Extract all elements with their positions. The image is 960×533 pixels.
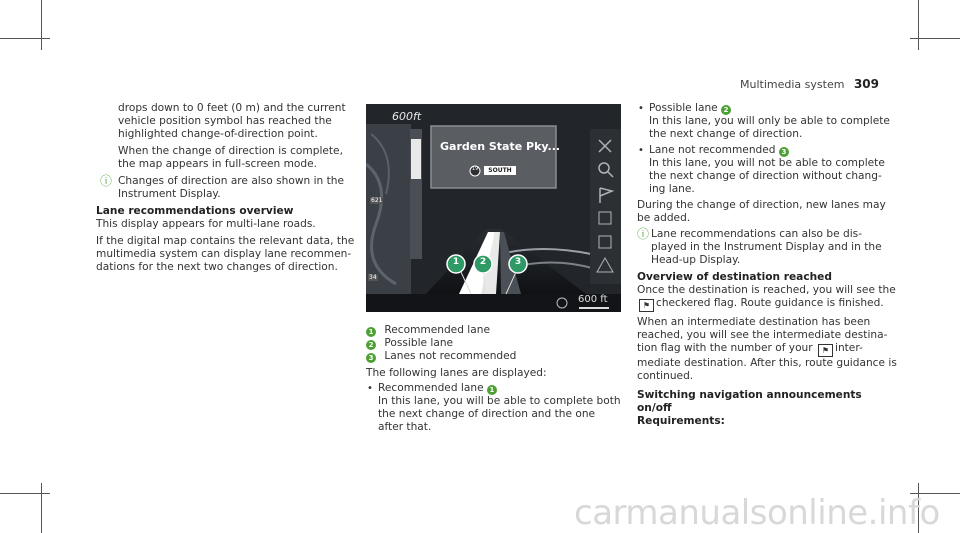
distance-top: 600ft	[392, 110, 422, 123]
bullet-title: • Possible lane 2	[649, 102, 899, 115]
legend-number: 2	[366, 340, 376, 350]
road-name: Garden State Pky...	[440, 140, 561, 153]
section-title: Multimedia system	[740, 78, 845, 91]
text-line: ing lane.	[649, 183, 695, 195]
text-line: the next change of direction and the one	[378, 408, 596, 420]
info-note	[96, 175, 358, 201]
text-line: tion flag with the number of your ⚑ inter-	[637, 342, 863, 355]
text-line: mediate destination. After this, route guidance is	[637, 357, 897, 369]
legend-item	[366, 324, 628, 337]
legend-number: 3	[366, 353, 376, 363]
intermediate-flag-icon: ⚑	[818, 344, 833, 357]
text-line: When an intermediate destination has been	[637, 316, 871, 328]
lane-number: 2	[721, 105, 731, 115]
paragraph	[96, 145, 358, 171]
bullet-item	[649, 102, 899, 141]
bullet-item	[649, 144, 899, 196]
info-icon: ⓘ	[637, 227, 650, 241]
text-line: vehicle position symbol has reached the	[118, 115, 332, 127]
bullet-title: • Lane not recommended 3	[649, 144, 899, 157]
checkered-flag-icon: ⚑	[639, 299, 654, 312]
page-number: 309	[853, 77, 879, 91]
text-line: highlighted change-of-direction point.	[118, 128, 318, 140]
text-line: continued.	[637, 370, 694, 382]
info-icon: ⓘ	[100, 174, 113, 188]
lane-number: 3	[779, 147, 789, 157]
side-menu	[590, 129, 621, 284]
legend-label: Lanes not recommended	[384, 350, 517, 362]
text-line: If the digital map contains the relevant data, the	[96, 235, 355, 247]
lane-recommendation-display	[366, 104, 621, 312]
text-line: multimedia system can display lane recommen-	[96, 248, 352, 260]
distance-progress	[411, 139, 421, 179]
watermark: carmanualsonline.info	[574, 493, 940, 533]
road-name-panel	[431, 126, 556, 188]
text-line: reached, you will see the intermediate destina-	[637, 329, 888, 341]
paragraph	[96, 102, 358, 141]
map-label: 621	[371, 197, 383, 204]
marker-label: 2	[479, 257, 487, 267]
paragraph	[637, 199, 899, 225]
text-line: be added.	[637, 212, 691, 224]
navigation-graphic	[366, 104, 621, 312]
text-line: ⚑ checkered flag. Route guidance is finished.	[637, 297, 899, 312]
text-line: Head-up Display.	[651, 254, 741, 266]
text-line: Lane recommendations can also be dis-	[651, 228, 863, 240]
section-heading: Switching navigation announcements on/off	[637, 389, 862, 414]
text-line: the map appears in full-screen mode.	[118, 158, 318, 170]
text-line: the next change of direction.	[649, 128, 803, 140]
text-line: the next change of direction without chang-	[649, 170, 882, 182]
right-column	[637, 102, 899, 428]
text-line: Once the destination is reached, you will see the	[637, 284, 896, 296]
text-line: dations for the next two changes of direction.	[96, 261, 338, 273]
middle-column	[366, 324, 628, 434]
bullet-title: • Recommended lane 1	[378, 382, 628, 395]
text-line: When the change of direction is complete,	[118, 145, 343, 157]
section-heading: Requirements:	[637, 415, 725, 427]
lane-number: 1	[487, 385, 497, 395]
text-line: In this lane, you will not be able to complete	[649, 157, 885, 169]
legend-item	[366, 350, 628, 363]
legend-label: Possible lane	[384, 337, 454, 349]
legend-item	[366, 337, 628, 350]
marker-label: 1	[452, 257, 460, 267]
text-line: Instrument Display.	[118, 188, 221, 200]
legend-label: Recommended lane	[384, 324, 490, 336]
map-label: 34	[369, 274, 377, 281]
text-line: after that.	[378, 421, 432, 433]
text-line: In this lane, you will be able to complete both	[378, 395, 621, 407]
route-direction: SOUTH	[488, 167, 512, 174]
bullet-item	[378, 382, 628, 434]
paragraph	[637, 316, 899, 383]
route-number: 19	[471, 166, 479, 172]
paragraph	[96, 235, 358, 274]
text-line: played in the Instrument Display and in the	[651, 241, 882, 253]
section-heading: Overview of destination reached	[637, 271, 832, 283]
marker-label: 3	[514, 257, 522, 267]
info-note	[637, 228, 899, 267]
paragraph: This display appears for multi-lane roads.	[96, 218, 316, 230]
section-heading: Lane recommendations overview	[96, 205, 294, 217]
distance-indicator	[579, 307, 609, 309]
text-line: In this lane, you will only be able to complete	[649, 115, 890, 127]
text-line: Changes of direction are also shown in the	[118, 175, 344, 187]
paragraph: The following lanes are displayed:	[366, 367, 547, 379]
left-column	[96, 102, 358, 274]
text-line: During the change of direction, new lanes may	[637, 199, 886, 211]
running-header	[740, 77, 879, 91]
legend-number: 1	[366, 327, 376, 337]
text-line: drops down to 0 feet (0 m) and the current	[118, 102, 346, 114]
distance-bottom: 600 ft	[578, 294, 608, 305]
map-area	[366, 124, 411, 294]
